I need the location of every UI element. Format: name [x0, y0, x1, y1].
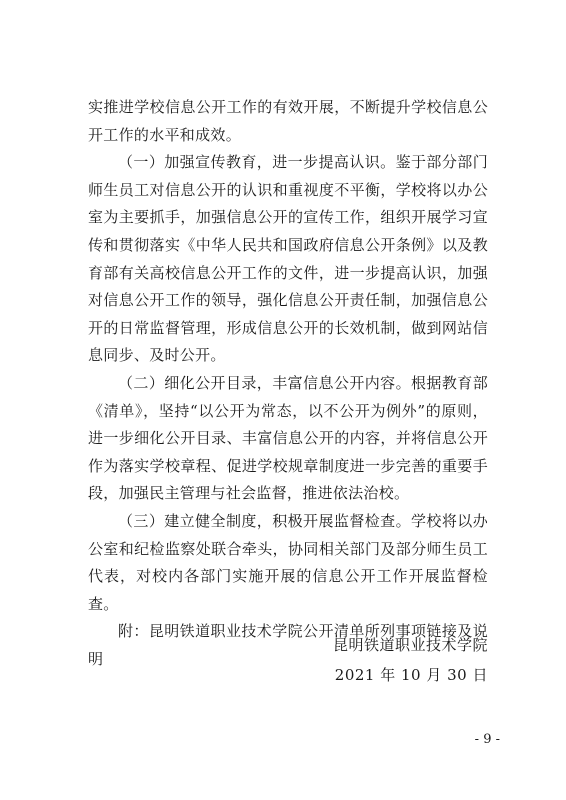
paragraph-attachment: 附：昆明铁道职业技术学院公开清单所列事项链接及说明: [88, 622, 488, 668]
paragraph-section-2: （二）细化公开目录，丰富信息公开内容。根据教育部《清单》，坚持“以公开为常态，以不公开为例外”的原则，进一步细化公开目录、丰富信息公开的内容，并将信息公开作为落实学校章程、促进学校规章制度进一步完善的重要手段，加强民主管理与社会监督，推进依法治校。: [88, 373, 488, 503]
signature-organization: 昆明铁道职业技术学院: [332, 636, 488, 654]
signature-date: 2021 年 10 月 30 日: [334, 666, 488, 684]
paragraph-intro: 实推进学校信息公开工作的有效开展，不断提升学校信息公开工作的水平和成效。: [88, 98, 488, 144]
paragraph-section-1: （一）加强宣传教育，进一步提高认识。鉴于部分部门师生员工对信息公开的认识和重视度不平衡，学校将以办公室为主要抓手，加强信息公开的宣传工作，组织开展学习宣传和贯彻落实《中华人民共和国政府信息公开条例》以及教育部有关高校信息公开工作的文件，进一步提高认识，加强对信息公开工作的领导，强化信息公开责任制，加强信息公开的日常监督管理，形成信息公开的长效机制，做到网站信息同步、及时公开。: [88, 153, 488, 365]
paragraph-section-3: （三）建立健全制度，积极开展监督检查。学校将以办公室和纪检监察处联合牵头，协同相关部门及部分师生员工代表，对校内各部门实施开展的信息公开工作开展监督检查。: [88, 511, 488, 613]
page-number: - 9 -: [474, 732, 500, 747]
body-text: [88, 94, 488, 673]
